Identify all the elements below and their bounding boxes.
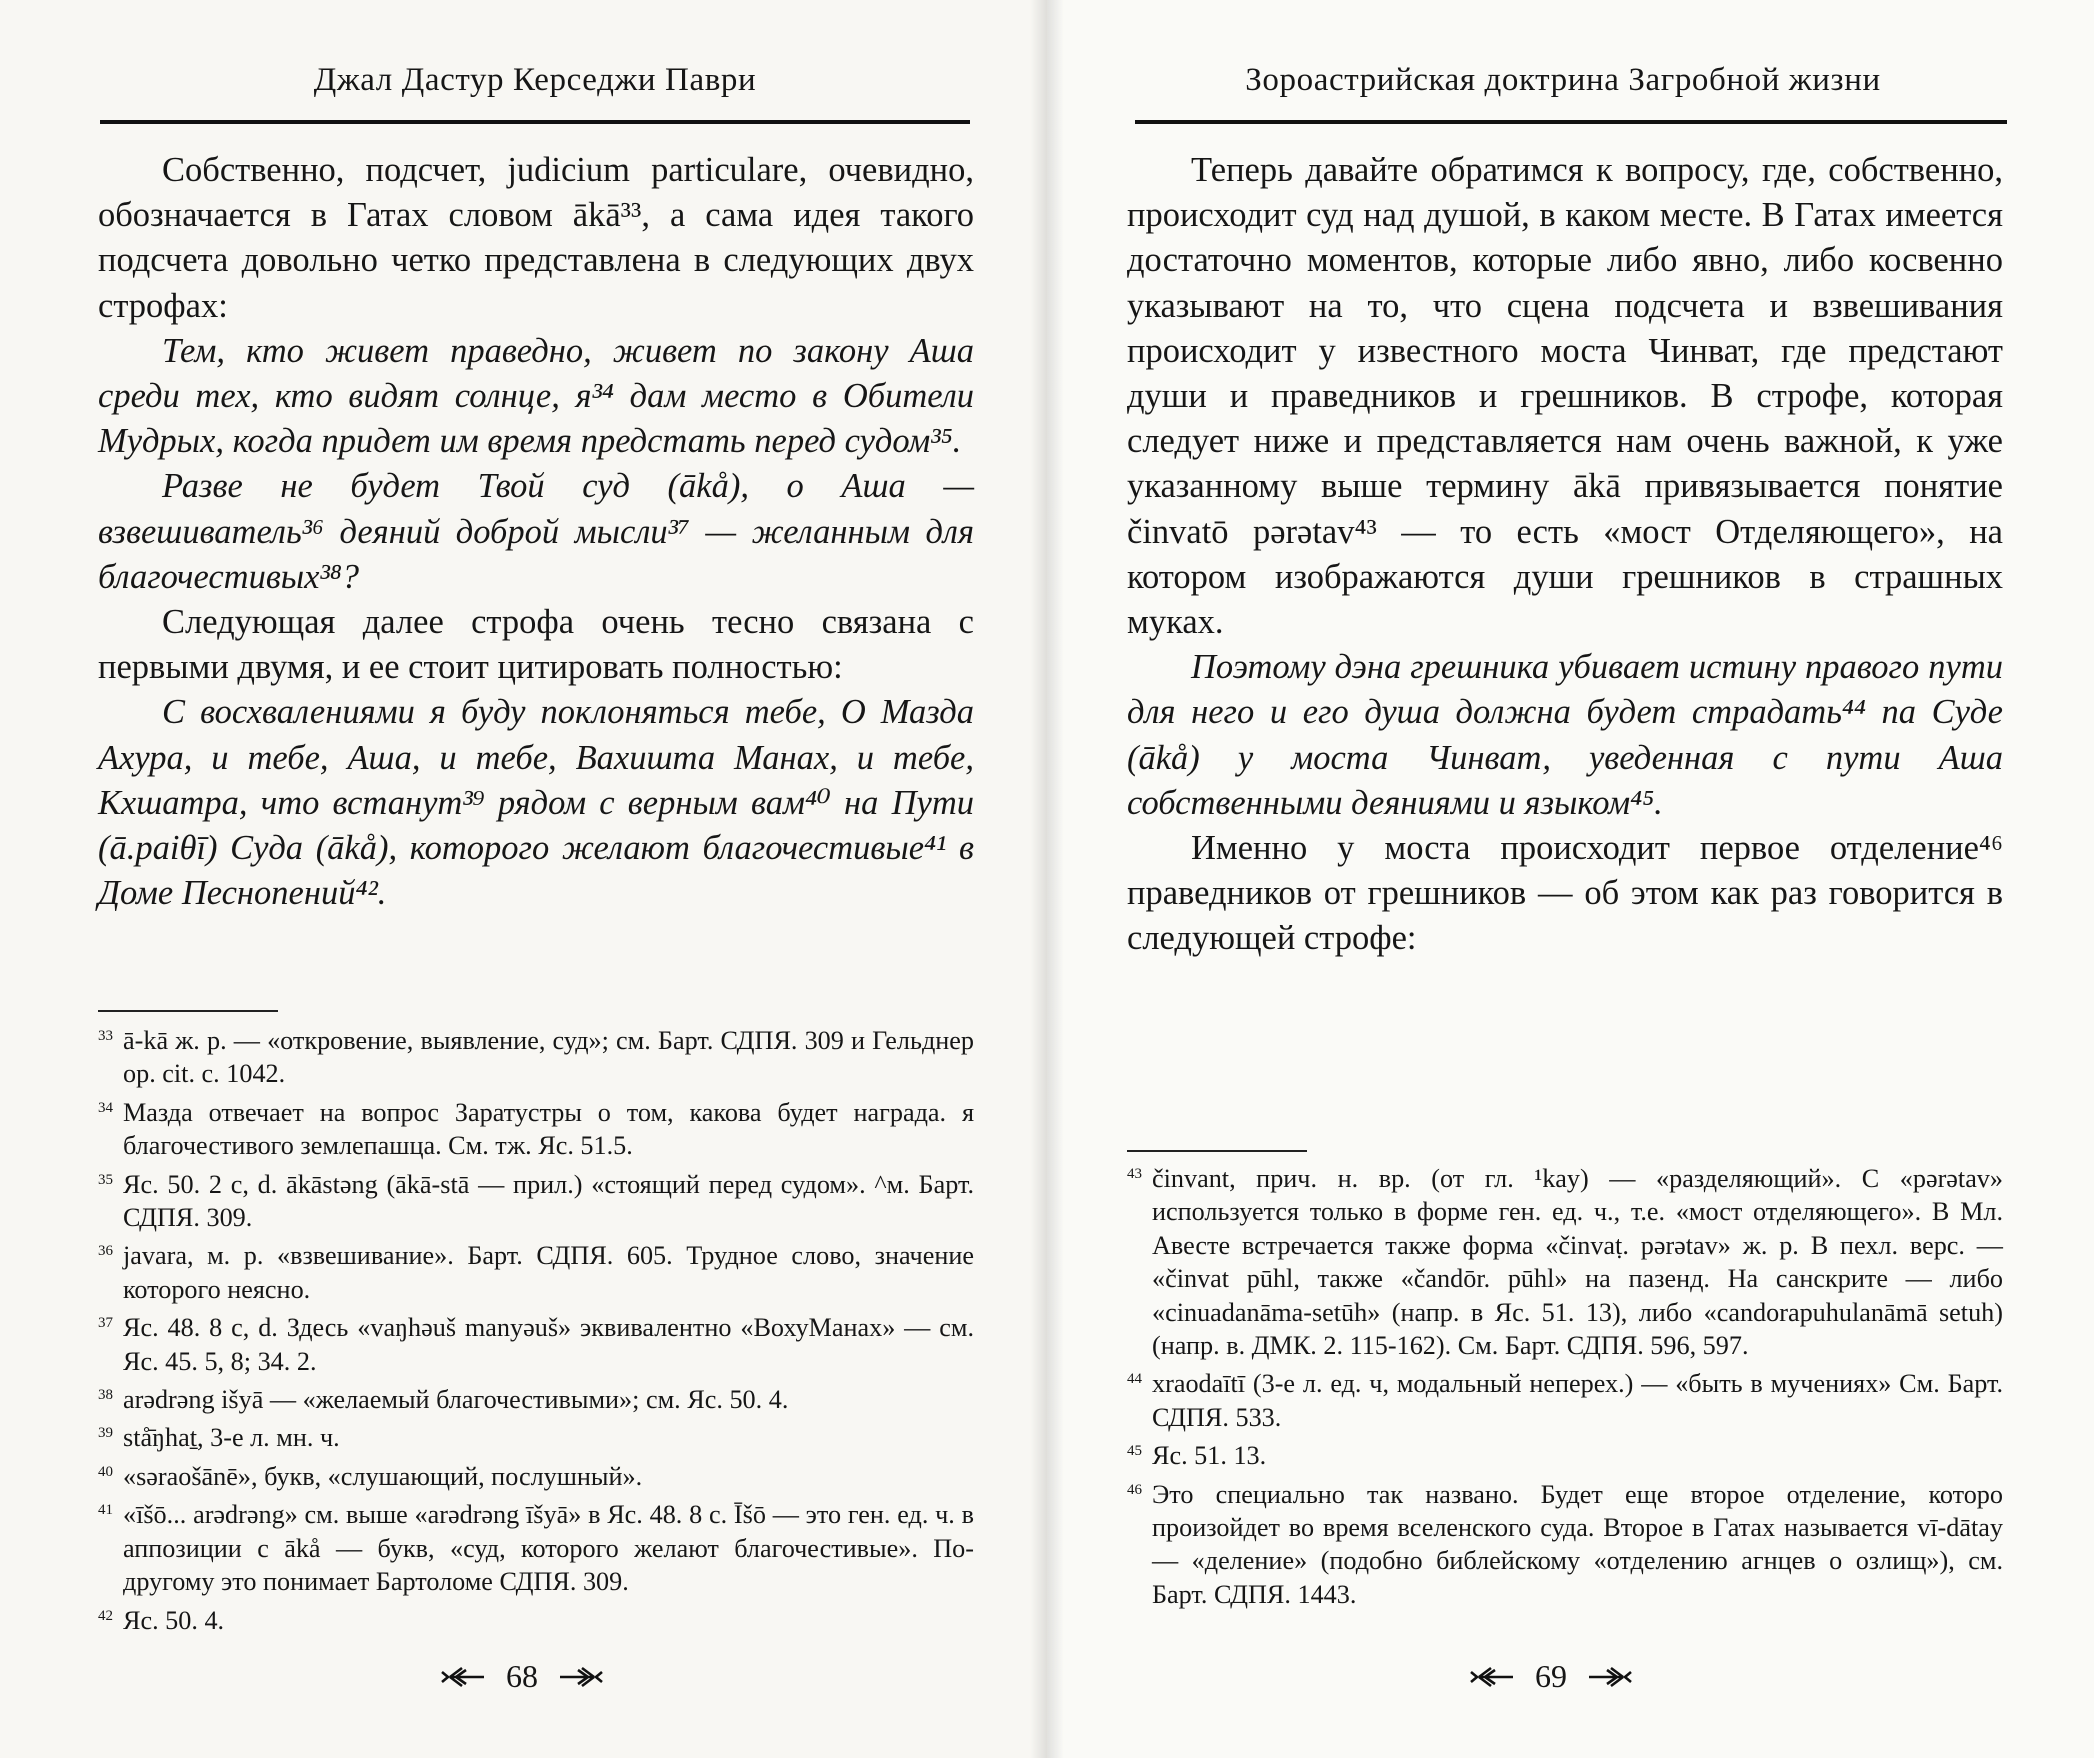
paragraph: Именно у моста происходит первое отделение⁴⁶ праведников от грешников — об этом как раз говорится в следующей строфе: bbox=[1127, 829, 2003, 958]
ornament-left-icon bbox=[436, 1664, 486, 1690]
main-text-right bbox=[1127, 148, 2003, 962]
footnote-text: stå̄ŋhaṯ, 3-е л. мн. ч. bbox=[123, 1423, 340, 1453]
footnote bbox=[98, 1417, 974, 1454]
footnote-number: 42 bbox=[98, 1607, 113, 1624]
footnote-text: «īšō... arədrəng» см. выше «arədrəng īšyā» в Яс. 48. 8 с. Īšō — это ген. ед. ч. в аппозиции с ākå — букв, «суд, которого желают благочестивые». По-другому это понимает Бартоломе СДПЯ. 309. bbox=[123, 1500, 974, 1597]
running-header-right: Зороастрийская доктрина Загробной жизни bbox=[1245, 62, 1881, 98]
running-header-left: Джал Дастур Керседжи Паври bbox=[313, 62, 757, 98]
footnote bbox=[1127, 1158, 2003, 1362]
verse-quote: Поэтому дэна грешника убивает истину правого пути для него и его душа должна будет страдать⁴⁴ па Суде (ākå) у моста Чинват, уведенная с пути Аша собственными деяниями и языком⁴⁵. bbox=[1127, 648, 2003, 822]
footnote-text: Яс. 48. 8 с, d. Здесь «vaŋhəuš manyəuš» эквивалентно «ВохуМанах» — см. Яс. 45. 5, 8; 34. 2. bbox=[123, 1313, 974, 1376]
verse-quote: Тем, кто живет праведно, живет по закону Аша среди тех, кто видят солнце, я³⁴ дам место в Обители Мудрых, когда придет им время предстать перед судом³⁵. bbox=[98, 331, 974, 461]
verse-quote: Разве не будет Твой суд (ākå), о Аша — взвешиватель³⁶ деяний доброй мысли³⁷ — желанным для благочестивых³⁸? bbox=[98, 467, 974, 596]
page-number-text: 69 bbox=[1535, 1658, 1567, 1694]
footnote-text: Это специально так названо. Будет еще второе отделение, которо произойдет во время вселенского суда. Второе в Гатах называется vī-dātay — «деление» (подобно библейскому «отделению агнцев о озлищ»), см. Барт. СДПЯ. 1443. bbox=[1152, 1479, 2003, 1609]
footnote bbox=[98, 1307, 974, 1378]
footnote bbox=[98, 1379, 974, 1416]
paragraph: Теперь давайте обратимся к вопросу, где, собственно, происходит суд над душой, в каком месте. В Гатах имеется достаточно моментов, которые либо явно, либо косвенно указывают на то, что сцена подсчета и взвешивания происходит у известного моста Чинват, где предстают души и праведников и грешников. В строфе, которая следует ниже и представляется нам очень важной, к уже указанному выше термину ākā привязывается понятие činvatō pərətav⁴³ — то есть «мост Отделяющего», на котором изображаются души грешников в страшных муках. bbox=[1127, 151, 2003, 642]
footnote-number: 46 bbox=[1127, 1481, 1142, 1498]
header-rule-right bbox=[1135, 120, 2007, 124]
footnote-number: 38 bbox=[98, 1387, 113, 1404]
right-page bbox=[1047, 0, 2094, 1758]
page-number-text: 68 bbox=[506, 1658, 538, 1694]
verse-quote: С восхвалениями я буду поклоняться тебе, О Мазда Ахура, и тебе, Аша, и тебе, Вахишта Манах, и тебе, Кхшатра, что встанут³⁹ рядом с верным вам⁴⁰ на Пути (ā.paiθī) Суда (ākå), которого желают благочестивые⁴¹ в Доме Песнопений⁴². bbox=[98, 693, 974, 913]
footnote-text: ā-kā ж. р. — «откровение, выявление, суд»; см. Барт. СДПЯ. 309 и Гельднер op. cit. с. 1042. bbox=[123, 1026, 974, 1089]
ornament-right-icon bbox=[558, 1664, 608, 1690]
footnote-text: xraodaītī (3-е л. ед. ч, модальный неперех.) — «быть в мучениях» См. Барт. СДПЯ. 533. bbox=[1152, 1369, 2003, 1432]
footnote-rule-left bbox=[98, 1010, 278, 1012]
footnote-rule-right bbox=[1127, 1150, 1307, 1152]
footnote-number: 35 bbox=[98, 1171, 113, 1188]
footnote-number: 40 bbox=[98, 1463, 113, 1480]
footnote bbox=[98, 1494, 974, 1598]
footnote bbox=[1127, 1435, 2003, 1472]
footnote-number: 34 bbox=[98, 1099, 113, 1116]
footnote bbox=[98, 1456, 974, 1493]
footnote-number: 43 bbox=[1127, 1166, 1142, 1182]
book-gutter-shadow bbox=[1030, 0, 1064, 1758]
ornament-left-icon bbox=[1465, 1664, 1515, 1690]
footnote-text: arədrəng išyā — «желаемый благочестивыми»; см. Яс. 50. 4. bbox=[123, 1385, 789, 1415]
footnote bbox=[98, 1020, 974, 1091]
page-number-right bbox=[1465, 1658, 1637, 1695]
footnote-text: Яс. 50. 2 с, d. ākāstəng (ākā-stā — прил.) «стоящий перед судом». ^м. Барт. СДПЯ. 309. bbox=[123, 1169, 974, 1233]
page-number-left bbox=[436, 1658, 608, 1695]
footnote bbox=[98, 1092, 974, 1163]
footnote-text: Яс. 51. 13. bbox=[1152, 1441, 1267, 1471]
paragraph: Собственно, подсчет, judicium particulare, очевидно, обозначается в Гатах словом ākā³³, а сама идея такого подсчета довольно четко представлена в следующих двух строфах: bbox=[98, 151, 974, 325]
header-rule-left bbox=[100, 120, 970, 124]
footnote-number: 37 bbox=[98, 1315, 113, 1332]
footnote-text: činvant, прич. н. вр. (от гл. ¹kay) — «разделяющий». С «pərətav» используется только в форме ген. ед. ч., т.е. «мост отделяющего». В Мл. Авесте встречается также форма «činvaṭ. pərətav» ж. р. В пехл. верс. — «činvat pūhl, также «čandōr. pūhl» на пазенд. На санскрите — либо «cinuadanāma-setūh» (напр. в Яс. 51. 13), либо «candorapuhulanāmā setuh) (напр. в. ДМК. 2. 115-162). См. Барт. СДПЯ. 596, 597. bbox=[1152, 1164, 2003, 1361]
footnote-text: Мазда отвечает на вопрос Заратустры о том, какова будет награда. я благочестивого землепашца. См. тж. Яс. 51.5. bbox=[123, 1097, 974, 1161]
footnote-number: 41 bbox=[98, 1502, 113, 1519]
footnote bbox=[1127, 1474, 2003, 1612]
footnote-number: 45 bbox=[1127, 1443, 1142, 1460]
footnote-text: javara, м. р. «взвешивание». Барт. СДПЯ. 605. Трудное слово, значение которого неясно. bbox=[123, 1241, 974, 1304]
footnote bbox=[98, 1600, 974, 1637]
footnotes-left bbox=[98, 1020, 974, 1638]
footnote-number: 44 bbox=[1127, 1371, 1142, 1388]
footnote-text: Яс. 50. 4. bbox=[123, 1605, 225, 1635]
ornament-right-icon bbox=[1587, 1664, 1637, 1690]
paragraph: Следующая далее строфа очень тесно связана с первыми двумя, и ее стоит цитировать полностью: bbox=[98, 603, 974, 687]
main-text-left bbox=[98, 148, 974, 916]
footnote bbox=[98, 1235, 974, 1306]
footnote bbox=[98, 1164, 974, 1235]
footnotes-right bbox=[1127, 1158, 2003, 1612]
footnote bbox=[1127, 1363, 2003, 1434]
footnote-text: «sərаоšānē», букв, «слушающий, послушный». bbox=[123, 1461, 643, 1491]
footnote-number: 33 bbox=[98, 1028, 113, 1044]
footnote-number: 39 bbox=[98, 1425, 113, 1442]
footnote-number: 36 bbox=[98, 1243, 113, 1260]
